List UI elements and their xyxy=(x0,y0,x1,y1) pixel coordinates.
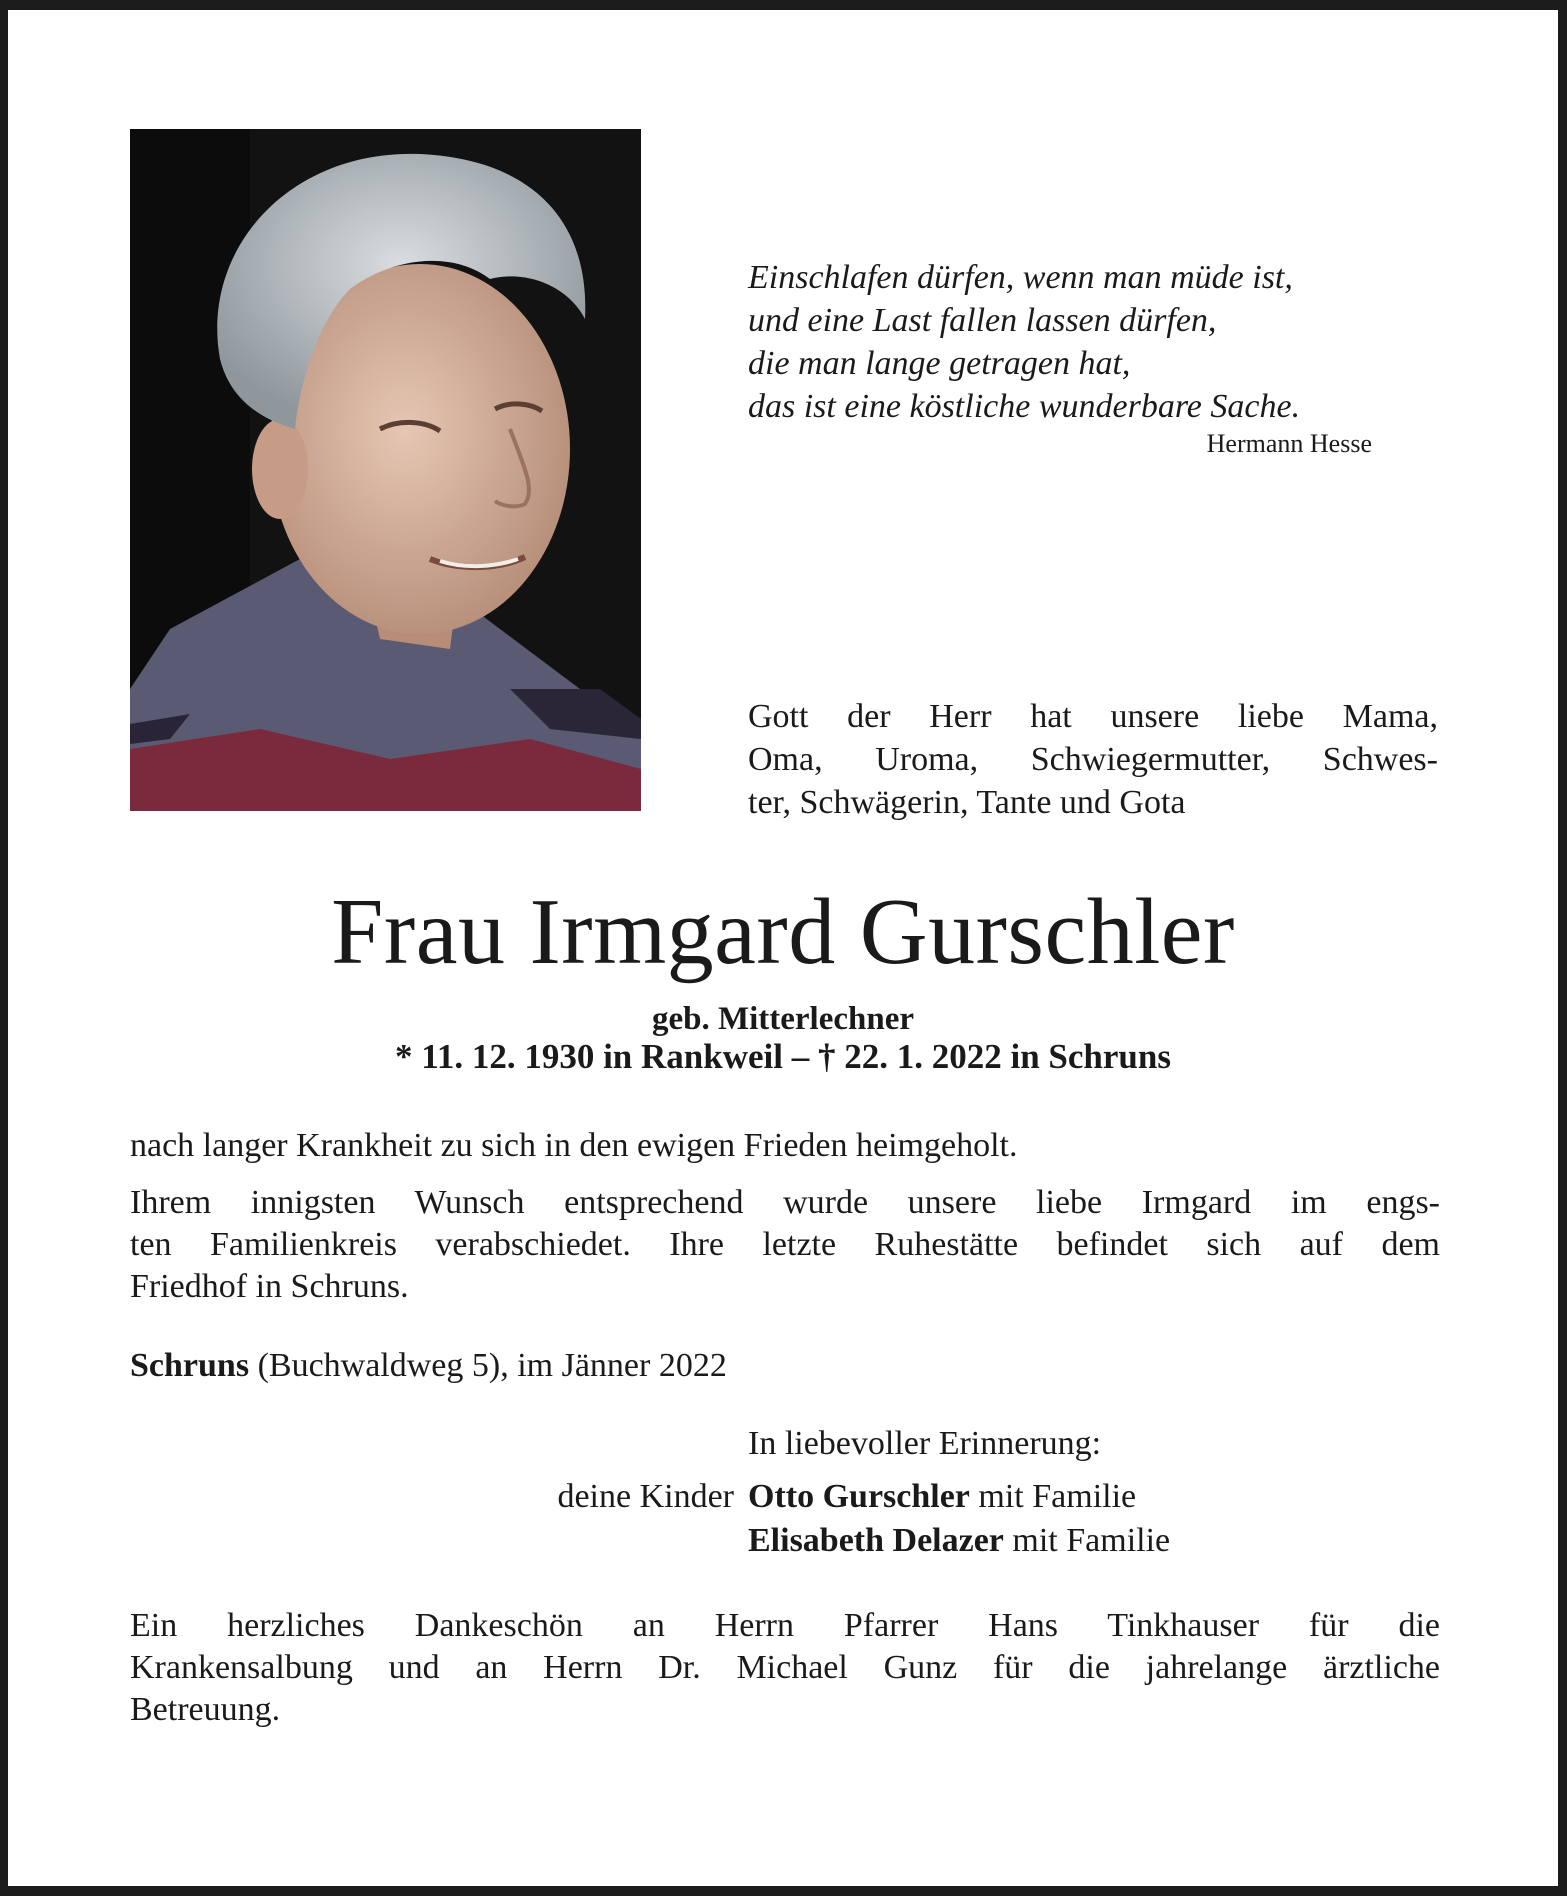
quote-line: das ist eine köstliche wunderbare Sache. xyxy=(748,388,1301,425)
obituary-page xyxy=(8,10,1558,1886)
intro-line: Gott der Herr hat unsere liebe Mama, xyxy=(748,698,1438,735)
paragraph-line: ten Familienkreis verabschiedet. Ihre letzte Ruhestätte befindet sich auf dem xyxy=(130,1226,1440,1263)
paragraph-line: Ein herzliches Dankeschön an Herrn Pfarrer Hans Tinkhauser für die xyxy=(130,1607,1440,1644)
mourner-entry xyxy=(748,1522,1170,1560)
portrait-photo xyxy=(130,129,641,811)
place-details: (Buchwaldweg 5), im Jänner 2022 xyxy=(249,1347,727,1384)
intro-line: Oma, Uroma, Schwiegermutter, Schwes- xyxy=(748,741,1438,778)
place-town: Schruns xyxy=(130,1347,250,1384)
paragraph-heimgeholt xyxy=(130,1125,1440,1167)
mourner-suffix: mit Familie xyxy=(969,1478,1137,1515)
intro-line: ter, Schwägerin, Tante und Gota xyxy=(748,784,1186,821)
intro-text xyxy=(748,695,1438,824)
quote-line: und eine Last fallen lassen dürfen, xyxy=(748,302,1217,339)
deceased-name: Frau Irmgard Gurschler xyxy=(331,880,1235,984)
quote-author: Hermann Hesse xyxy=(1206,429,1372,458)
place-date-line xyxy=(130,1347,727,1385)
hesse-quote xyxy=(748,256,1300,428)
mourner-name: Otto Gurschler xyxy=(748,1478,970,1515)
paragraph-line: Betreuung. xyxy=(130,1691,281,1728)
quote-line: die man lange getragen hat, xyxy=(748,345,1131,382)
mourner-name: Elisabeth Delazer xyxy=(748,1522,1004,1559)
children-label: deine Kinder xyxy=(557,1478,734,1515)
paragraph-thanks xyxy=(130,1605,1440,1731)
paragraph-wunsch xyxy=(130,1182,1440,1308)
paragraph-line: Ihrem innigsten Wunsch entsprechend wurde unsere liebe Irmgard im engs- xyxy=(130,1184,1440,1221)
birth-name: geb. Mitterlechner xyxy=(651,1001,915,1037)
memory-intro: In liebevoller Erinnerung: xyxy=(748,1425,1102,1462)
paragraph-line: nach langer Krankheit zu sich in den ewigen Frieden heimgeholt. xyxy=(130,1127,1018,1164)
quote-line: Einschlafen dürfen, wenn man müde ist, xyxy=(748,259,1293,296)
paragraph-line: Friedhof in Schruns. xyxy=(130,1268,409,1305)
mourner-suffix: mit Familie xyxy=(1003,1522,1171,1559)
paragraph-line: Krankensalbung und an Herrn Dr. Michael Gunz für die jahrelange ärztliche xyxy=(130,1649,1440,1686)
mourner-entry xyxy=(748,1478,1136,1516)
life-dates: * 11. 12. 1930 in Rankweil – † 22. 1. 2022 in Schruns xyxy=(395,1037,1171,1076)
